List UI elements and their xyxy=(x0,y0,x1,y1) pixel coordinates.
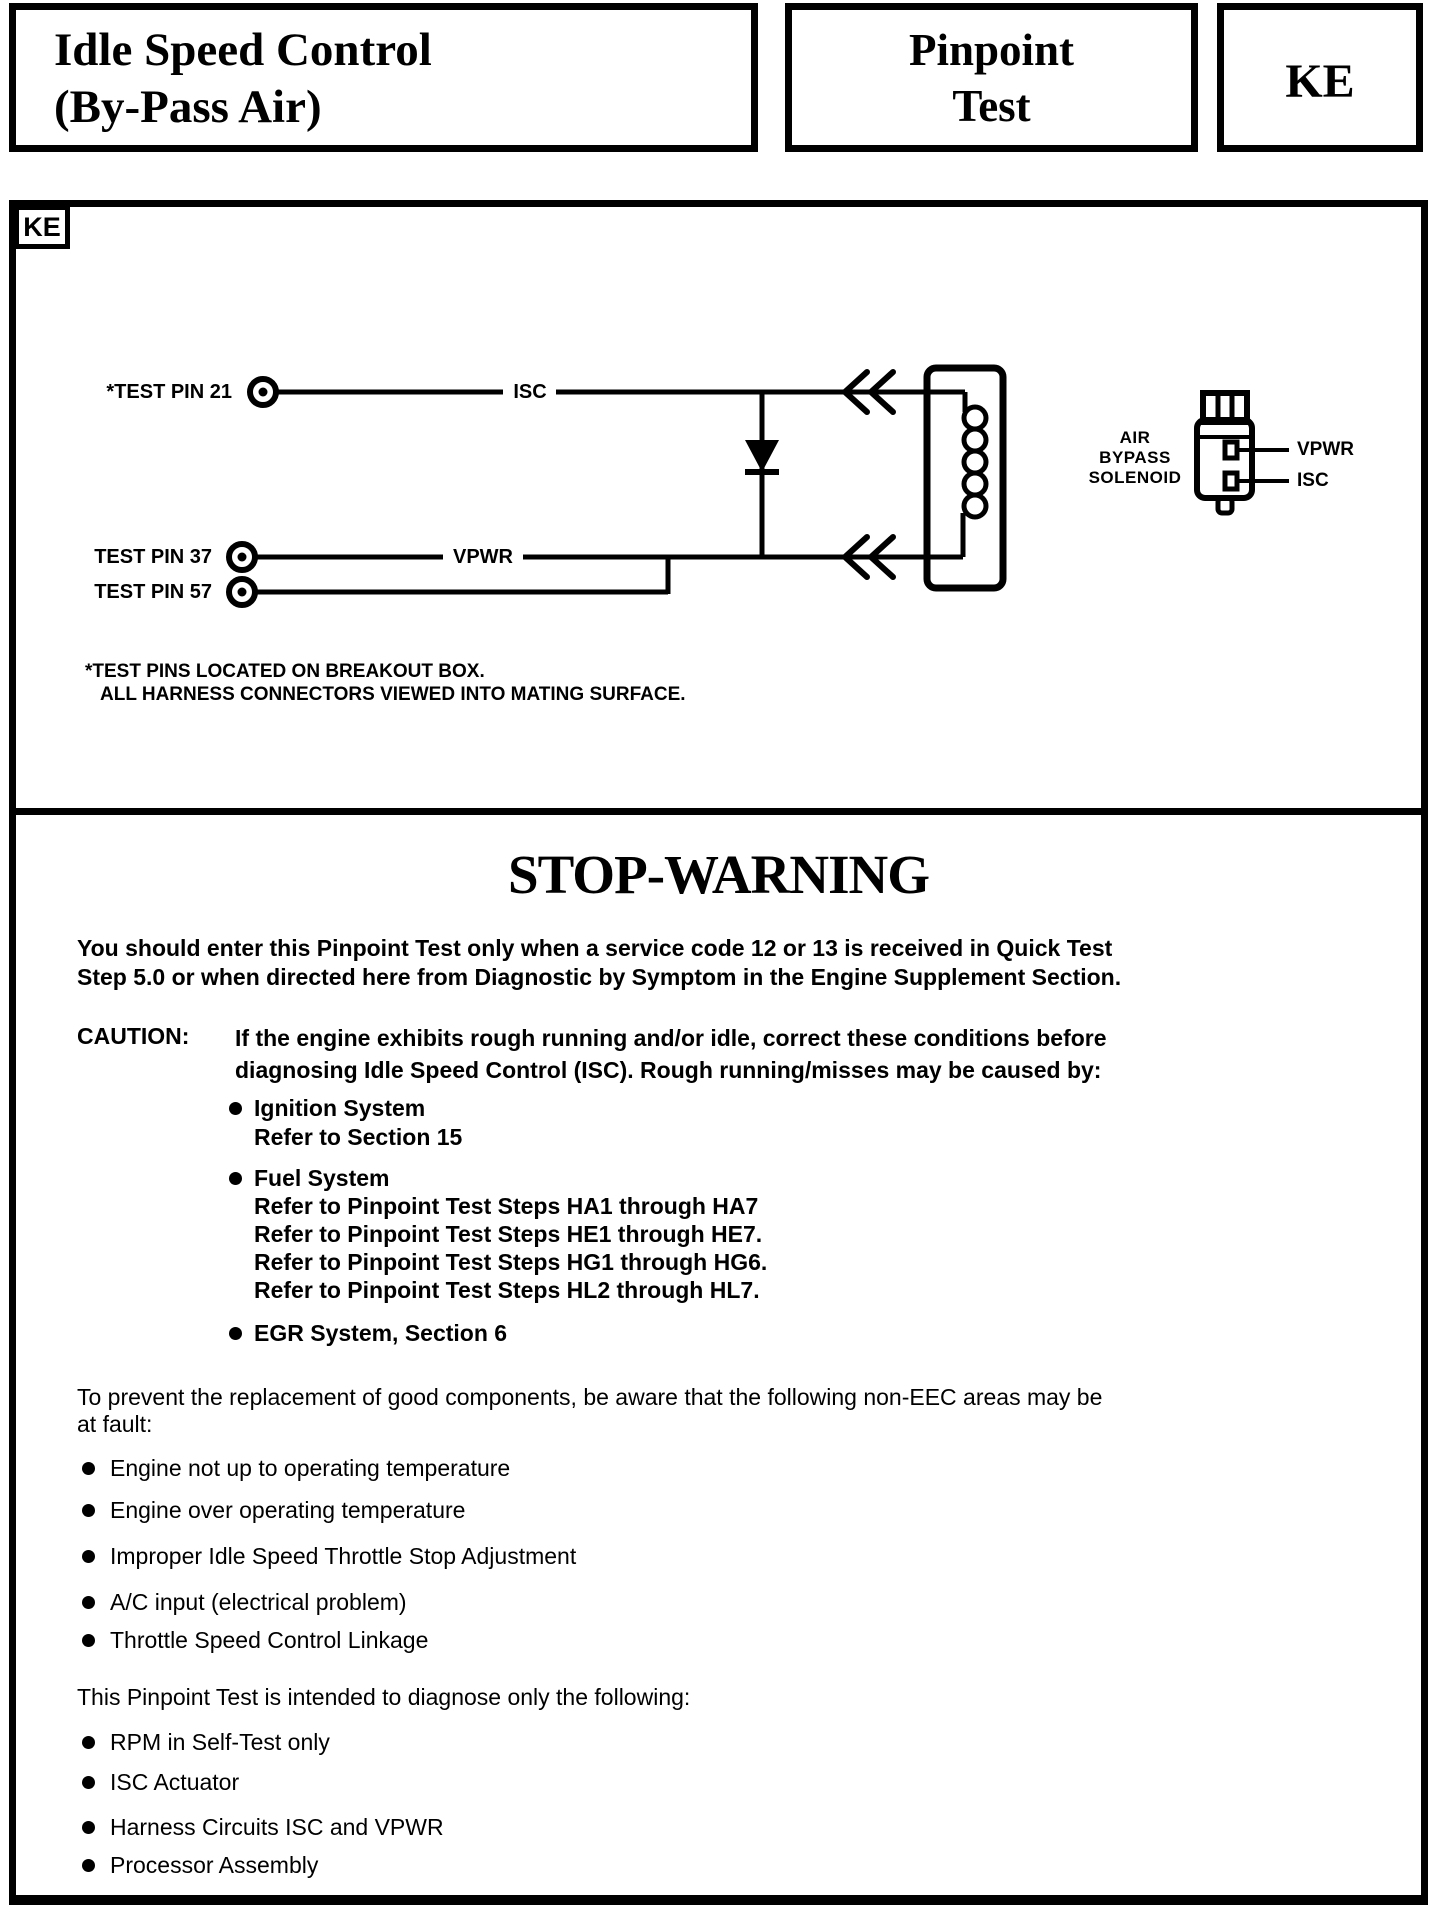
bullet-icon xyxy=(82,1736,95,1749)
bullet-icon xyxy=(229,1172,242,1185)
bullet-icon xyxy=(82,1859,95,1872)
list-item-ref: Refer to Section 15 xyxy=(254,1124,463,1150)
list-item xyxy=(229,1093,425,1123)
test-pin-57-terminal xyxy=(229,579,255,605)
vpwr-wire xyxy=(255,557,963,594)
circuit-schematic xyxy=(16,207,1421,808)
list-item xyxy=(82,1541,576,1571)
solenoid-label-line3: SOLENOID xyxy=(1088,468,1182,487)
list-item-label: Fuel System xyxy=(254,1165,390,1191)
air-bypass-solenoid-label xyxy=(1055,428,1215,488)
test-pin-37-label: TEST PIN 37 xyxy=(94,546,212,568)
list-item-label: Engine not up to operating temperature xyxy=(110,1455,511,1481)
prevent-line2: at fault: xyxy=(77,1411,153,1437)
warning-intro-line1: You should enter this Pinpoint Test only when a service code 12 or 13 is received in Quick Test xyxy=(77,935,1113,961)
list-item-label: Ignition System xyxy=(254,1095,426,1121)
test-code: KE xyxy=(1285,55,1355,108)
isc-wire-label: ISC xyxy=(513,381,547,403)
test-pin-21-terminal xyxy=(250,379,276,405)
list-item-label: RPM in Self-Test only xyxy=(110,1729,330,1755)
list-item xyxy=(82,1850,318,1880)
connector-pin-vpwr-label: VPWR xyxy=(1297,439,1354,460)
list-item-label: EGR System, Section 6 xyxy=(254,1320,508,1346)
list-item-label: ISC Actuator xyxy=(110,1769,240,1795)
test-type-line1: Pinpoint xyxy=(908,25,1075,75)
list-item xyxy=(82,1453,510,1483)
footnote-line2: ALL HARNESS CONNECTORS VIEWED INTO MATING SURFACE. xyxy=(100,684,686,705)
vpwr-wire-label: VPWR xyxy=(453,546,513,568)
bullet-icon xyxy=(229,1327,242,1340)
list-item-label: Improper Idle Speed Throttle Stop Adjustment xyxy=(110,1543,577,1569)
list-item xyxy=(82,1767,239,1797)
connector-pin-isc-label: ISC xyxy=(1297,470,1329,491)
bullet-icon xyxy=(229,1102,242,1115)
list-item-label: Engine over operating temperature xyxy=(110,1497,466,1523)
test-type-line2: Test xyxy=(952,81,1031,131)
test-pin-37-terminal xyxy=(229,544,255,570)
list-item xyxy=(82,1812,444,1842)
footnote-line1: *TEST PINS LOCATED ON BREAKOUT BOX. xyxy=(85,661,485,682)
list-item-label: Harness Circuits ISC and VPWR xyxy=(110,1814,444,1840)
bullet-icon xyxy=(82,1821,95,1834)
header-code-box xyxy=(1217,3,1423,152)
bullet-icon xyxy=(82,1596,95,1609)
list-item xyxy=(229,1318,507,1348)
list-item xyxy=(82,1625,428,1655)
stop-warning-box xyxy=(9,815,1428,1905)
list-item-label: Throttle Speed Control Linkage xyxy=(110,1627,429,1653)
list-item xyxy=(229,1163,390,1193)
wiring-diagram-box xyxy=(9,200,1428,815)
warning-title: STOP-WARNING xyxy=(508,844,929,905)
page-title-line1: Idle Speed Control xyxy=(54,24,432,76)
solenoid-label-line1: AIR xyxy=(1119,428,1151,447)
page-title-line2: (By-Pass Air) xyxy=(54,81,322,133)
bullet-icon xyxy=(82,1504,95,1517)
diagram-code-tag: KE xyxy=(14,205,70,249)
list-item-ref: Refer to Pinpoint Test Steps HL2 through HL7. xyxy=(254,1277,760,1303)
bullet-icon xyxy=(82,1550,95,1563)
diode xyxy=(745,392,779,557)
prevent-line1: To prevent the replacement of good components, be aware that the following non-EEC areas may be xyxy=(77,1384,1103,1410)
bullet-icon xyxy=(82,1462,95,1475)
list-item-label: A/C input (electrical problem) xyxy=(110,1589,407,1615)
caution-label: CAUTION: xyxy=(77,1023,190,1049)
page-title xyxy=(54,22,432,136)
test-type xyxy=(792,22,1191,134)
header-test-type-box xyxy=(785,3,1198,152)
caution-line1: If the engine exhibits rough running and/or idle, correct these conditions before xyxy=(235,1025,1107,1051)
list-item xyxy=(82,1495,465,1525)
list-item-label: Processor Assembly xyxy=(110,1852,319,1878)
test-pin-21-label: *TEST PIN 21 xyxy=(106,381,232,403)
bullet-icon xyxy=(82,1776,95,1789)
bullet-icon xyxy=(82,1634,95,1647)
list-item-ref: Refer to Pinpoint Test Steps HG1 through HG6. xyxy=(254,1249,768,1275)
list-item-ref: Refer to Pinpoint Test Steps HA1 through HA7 xyxy=(254,1193,759,1219)
diagnose-intro: This Pinpoint Test is intended to diagnose only the following: xyxy=(77,1684,691,1710)
list-item xyxy=(82,1587,407,1617)
solenoid-label-line2: BYPASS xyxy=(1099,448,1171,467)
list-item xyxy=(82,1727,330,1757)
caution-line2: diagnosing Idle Speed Control (ISC). Rough running/misses may be caused by: xyxy=(235,1057,1102,1083)
test-pin-57-label: TEST PIN 57 xyxy=(94,581,212,603)
list-item-ref: Refer to Pinpoint Test Steps HE1 through HE7. xyxy=(254,1221,763,1247)
header-title-box xyxy=(9,3,758,152)
warning-intro-line2: Step 5.0 or when directed here from Diagnostic by Symptom in the Engine Supplement Section. xyxy=(77,964,1122,990)
